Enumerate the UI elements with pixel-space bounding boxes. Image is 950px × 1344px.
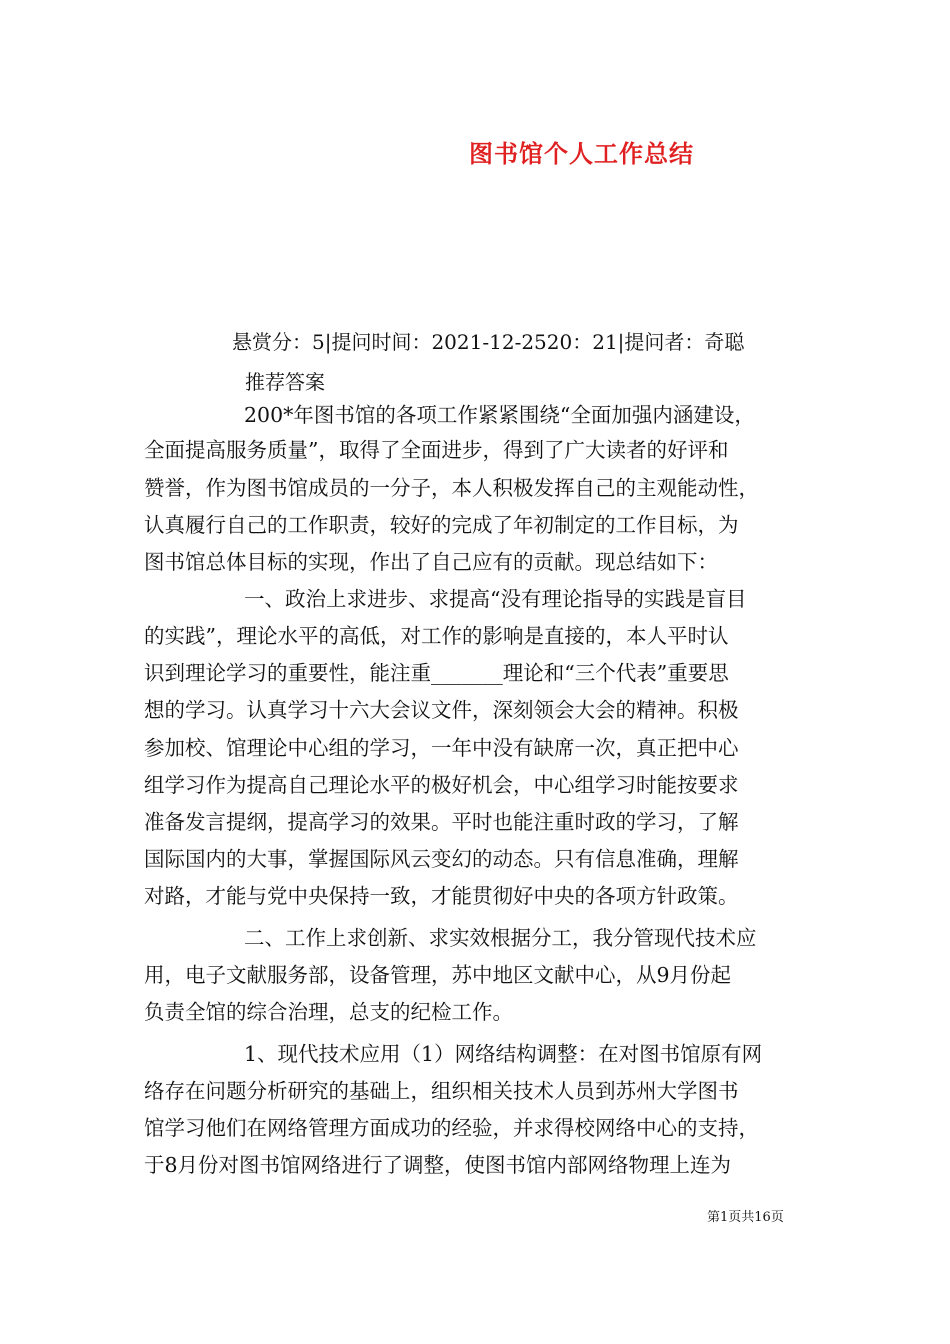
body-line: 用，电子文献服务部，设备管理，苏中地区文献中心，从9月份起 (144, 963, 732, 987)
page-title: 图书馆个人工作总结 (469, 139, 694, 168)
body-line: 200*年图书馆的各项工作紧紧围绕“全面加强内涵建设， (244, 403, 755, 427)
body-line: 一、政治上求进步、求提高“没有理论指导的实践是盲目 (244, 587, 747, 611)
page-number: 第1页共16页 (707, 1210, 784, 1225)
body-line: 国际国内的大事，掌握国际风云变幻的动态。只有信息准确，理解 (144, 847, 739, 871)
body-line: 想的学习。认真学习十六大会议文件，深刻领会大会的精神。积极 (144, 698, 739, 722)
body-line: 对路，才能与党中央保持一致，才能贯彻好中央的各项方针政策。 (144, 884, 739, 908)
body-line: 于8月份对图书馆网络进行了调整，使图书馆内部网络物理上连为 (144, 1153, 732, 1177)
question-meta: 悬赏分：5|提问时间：2021-12-2520：21|提问者：奇聪 (232, 330, 745, 354)
body-line: 全面提高服务质量”，取得了全面进步，得到了广大读者的好评和 (144, 438, 729, 462)
body-line: 1、现代技术应用（1）网络结构调整：在对图书馆原有网 (244, 1042, 763, 1066)
body-line: 二、工作上求创新、求实效根据分工，我分管现代技术应 (244, 926, 757, 950)
body-line: 图书馆总体目标的实现，作出了自己应有的贡献。现总结如下： (144, 550, 718, 574)
body-line: 组学习作为提高自己理论水平的极好机会，中心组学习时能按要求 (144, 773, 739, 797)
body-line: 识到理论学习的重要性，能注重_______理论和“三个代表”重要思 (144, 661, 729, 685)
body-line: 认真履行自己的工作职责，较好的完成了年初制定的工作目标，为 (144, 513, 739, 537)
body-line: 参加校、馆理论中心组的学习，一年中没有缺席一次，真正把中心 (144, 736, 739, 760)
body-line: 馆学习他们在网络管理方面成功的经验，并求得校网络中心的支持， (144, 1116, 759, 1140)
body-line: 络存在问题分析研究的基础上，组织相关技术人员到苏州大学图书 (144, 1079, 739, 1103)
body-line: 负责全馆的综合治理，总支的纪检工作。 (144, 1000, 513, 1024)
body-line: 赞誉，作为图书馆成员的一分子，本人积极发挥自己的主观能动性， (144, 476, 759, 500)
recommended-answer-label: 推荐答案 (245, 370, 325, 394)
body-line: 准备发言提纲，提高学习的效果。平时也能注重时政的学习，了解 (144, 810, 739, 834)
body-line: 的实践”，理论水平的高低，对工作的影响是直接的，本人平时认 (144, 624, 729, 648)
